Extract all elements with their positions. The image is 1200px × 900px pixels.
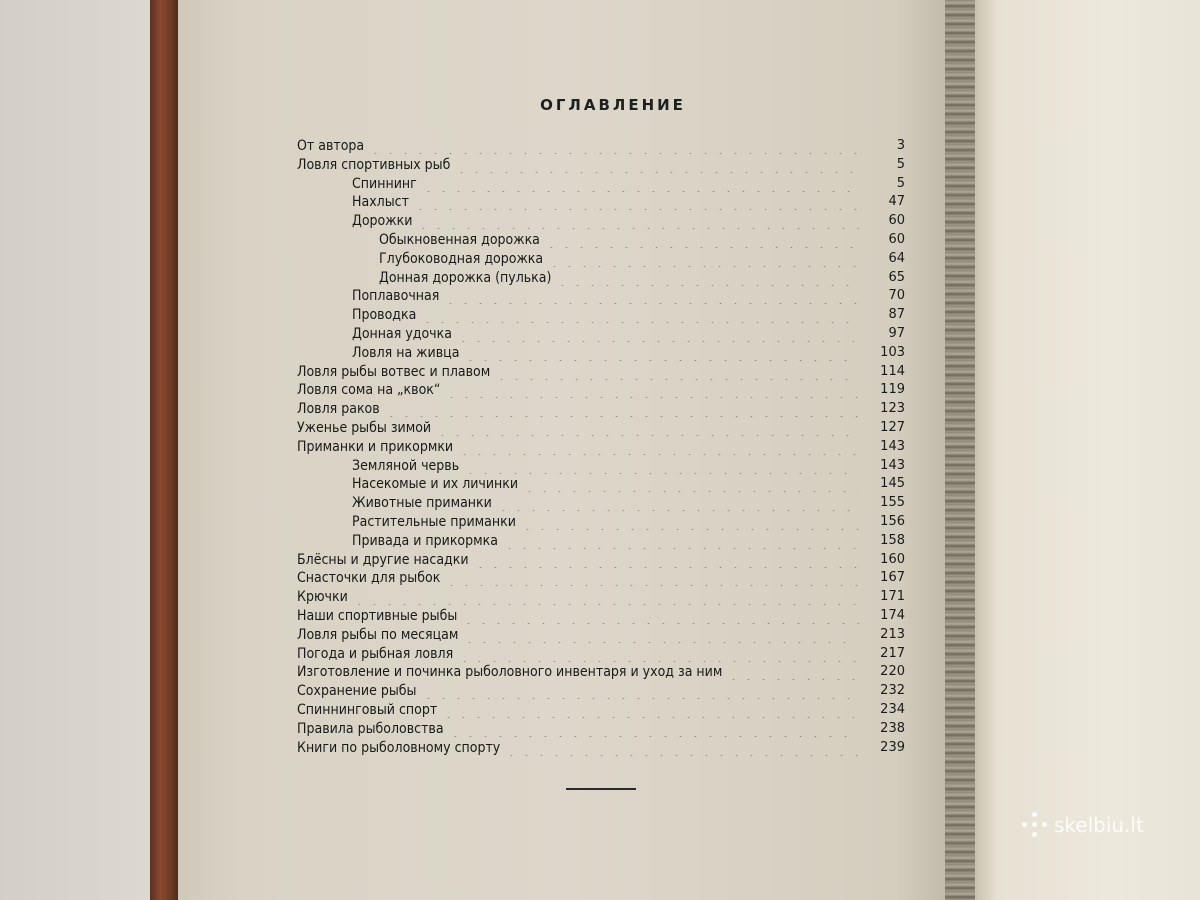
- toc-entry: [297, 512, 905, 530]
- end-rule: [566, 788, 636, 790]
- toc-entry-label: Наши спортивные рыбы: [297, 608, 458, 624]
- toc-entry-label: Блёсны и другие насадки: [297, 551, 469, 568]
- toc-entry: [297, 700, 905, 718]
- toc-entry-page: 239: [880, 739, 905, 755]
- toc-entry-label: Ловля сома на „квок“: [297, 382, 441, 399]
- toc-entry-label: Крючки: [297, 589, 348, 606]
- toc-leader-dots: [441, 702, 859, 718]
- toc-entry-label: Приманки и прикормки: [297, 438, 454, 455]
- toc-entry: [297, 136, 905, 154]
- toc-entry-label: Ловля рыбы по месяцам: [297, 626, 459, 643]
- toc-entry-page: 123: [880, 401, 905, 417]
- toc-entry: [297, 155, 905, 173]
- toc-entry-page: 119: [880, 382, 905, 398]
- toc-entry-label: Донная удочка: [352, 326, 452, 342]
- toc-leader-dots: [416, 213, 859, 229]
- toc-entry: [297, 230, 905, 248]
- toc-entry: [297, 644, 905, 662]
- toc-leader-dots: [462, 627, 859, 643]
- toc-entry-label: Проводка: [352, 307, 417, 324]
- toc-entry-page: 160: [880, 551, 905, 567]
- toc-leader-dots: [547, 251, 859, 267]
- toc-leader-dots: [456, 326, 859, 342]
- toc-leader-dots: [504, 740, 859, 756]
- toc-entry-label: Ловля рыбы вотвес и плавом: [297, 363, 491, 380]
- toc-leader-dots: [522, 476, 859, 492]
- toc-entry: [297, 587, 905, 605]
- toc-leader-dots: [496, 495, 859, 511]
- toc-entry-label: Привада и прикормка: [352, 532, 498, 549]
- toc-entry-page: 64: [888, 250, 905, 266]
- toc-entry-page: 114: [880, 363, 905, 379]
- toc-entry-label: Нахлыст: [352, 194, 409, 211]
- toc-entry-label: Сохранение рыбы: [297, 683, 417, 700]
- toc-entry-page: 156: [880, 514, 905, 529]
- toc-entry: [297, 493, 905, 511]
- toc-entry-label: Снасточки для рыбок: [297, 570, 441, 587]
- toc-entry: [297, 625, 905, 643]
- toc-entry-page: 167: [880, 570, 905, 586]
- toc-entry: [297, 249, 905, 267]
- toc-entry: [297, 568, 905, 586]
- toc-leader-dots: [461, 608, 859, 624]
- toc-entry-label: Растительные приманки: [352, 514, 516, 530]
- book-spine-gutter: [945, 0, 977, 900]
- toc-leader-dots: [520, 514, 859, 530]
- toc-leader-dots: [457, 439, 859, 455]
- toc-entry: [297, 662, 905, 680]
- toc-leader-dots: [502, 533, 859, 549]
- watermark-logo-icon: [1022, 812, 1048, 838]
- book-page-right: [975, 0, 1200, 900]
- toc-entry-page: 234: [880, 702, 905, 717]
- toc-entry: [297, 719, 905, 737]
- toc-entry-page: 87: [888, 307, 905, 323]
- toc-entry-page: 70: [888, 288, 905, 304]
- toc-entry-page: 127: [880, 420, 905, 435]
- toc-entry-page: 103: [880, 344, 905, 360]
- toc-entry: [297, 268, 905, 286]
- toc-entry: [297, 738, 905, 756]
- toc-leader-dots: [421, 176, 859, 192]
- toc-entry: [297, 606, 905, 624]
- toc-leader-dots: [435, 420, 859, 436]
- toc-entry: [297, 681, 905, 699]
- toc-entry-page: 174: [880, 608, 905, 623]
- toc-entry: [297, 174, 905, 192]
- toc-entry: [297, 211, 905, 229]
- toc-entry: [297, 474, 905, 492]
- toc-leader-dots: [463, 345, 859, 361]
- toc-entry-page: 145: [880, 476, 905, 492]
- toc-leader-dots: [473, 552, 859, 568]
- toc-leader-dots: [544, 232, 859, 248]
- toc-entry-page: 143: [880, 457, 905, 473]
- toc-entry-page: 171: [880, 589, 905, 605]
- toc-leader-dots: [420, 307, 859, 323]
- toc-leader-dots: [444, 570, 859, 586]
- toc-leader-dots: [421, 683, 860, 699]
- toc-leader-dots: [368, 138, 859, 154]
- toc-entry: [297, 418, 905, 436]
- toc-entry-page: 217: [880, 645, 905, 661]
- toc-entry-label: Животные приманки: [352, 495, 492, 512]
- toc-entry-label: Насекомые и их личинки: [352, 476, 519, 493]
- toc-entry-page: 158: [880, 532, 905, 548]
- toc-entry-page: 60: [888, 213, 905, 229]
- toc-entry: [297, 380, 905, 398]
- toc-entry-page: 238: [880, 720, 905, 736]
- toc-entry-label: Земляной червь: [352, 457, 460, 474]
- toc-entry-page: 5: [896, 175, 905, 191]
- toc-entry: [297, 192, 905, 210]
- toc-leader-dots: [454, 157, 859, 173]
- toc-leader-dots: [352, 589, 859, 605]
- toc-entry-page: 213: [880, 626, 905, 642]
- toc-entry-label: Обыкновенная дорожка: [379, 232, 540, 248]
- toc-leader-dots: [494, 364, 859, 380]
- toc-entry: [297, 399, 905, 417]
- toc-entry-page: 60: [888, 232, 905, 247]
- toc-entry: [297, 437, 905, 455]
- toc-entry-page: 155: [880, 495, 905, 511]
- toc-leader-dots: [463, 458, 859, 474]
- toc-entry-page: 5: [896, 156, 905, 172]
- toc-entry-label: Уженье рыбы зимой: [297, 420, 432, 436]
- toc-entry-label: Глубоководная дорожка: [379, 250, 544, 267]
- toc-leader-dots: [555, 270, 859, 286]
- toc-entry: [297, 324, 905, 342]
- toc-entry: [297, 305, 905, 323]
- toc-entry-page: 143: [880, 438, 905, 454]
- toc-entry-label: Ловля спортивных рыб: [297, 156, 451, 173]
- toc-entry: [297, 550, 905, 568]
- toc-entry-page: 220: [880, 664, 905, 680]
- toc-entry: [297, 343, 905, 361]
- toc-entry: [297, 531, 905, 549]
- toc-entry-page: 65: [888, 269, 905, 285]
- toc-entry-label: Спиннинг: [352, 175, 417, 192]
- toc-title: ОГЛАВЛЕНИЕ: [540, 96, 686, 114]
- book-cover-edge: [150, 0, 180, 900]
- toc-entry-label: Погода и рыбная ловля: [297, 645, 454, 662]
- toc-leader-dots: [443, 288, 859, 304]
- toc-entry: [297, 286, 905, 304]
- toc-entry-label: Правила рыболовства: [297, 720, 444, 737]
- toc-entry-page: 232: [880, 683, 905, 699]
- toc-entry-label: От автора: [297, 138, 365, 154]
- toc-entry-label: Книги по рыболовному спорту: [297, 739, 501, 756]
- toc-entry: [297, 362, 905, 380]
- toc-entry-label: Донная дорожка (пулька): [379, 269, 552, 286]
- toc-leader-dots: [448, 721, 859, 737]
- toc-entry-label: Ловля на живца: [352, 344, 460, 361]
- toc-entry-page: 3: [896, 138, 905, 153]
- toc-leader-dots: [413, 194, 859, 210]
- toc-entry-label: Ловля раков: [297, 401, 380, 418]
- toc-entry-label: Спиннинговый спорт: [297, 702, 438, 718]
- toc-entry-label: Дорожки: [352, 213, 413, 230]
- watermark-text: skelbiu.lt: [1054, 813, 1144, 837]
- toc-entry-label: Изготовление и починка рыболовного инвентаря и уход за ним: [297, 664, 723, 681]
- toc-leader-dots: [726, 664, 859, 680]
- toc-leader-dots: [457, 646, 859, 662]
- toc-entry: [297, 456, 905, 474]
- toc-leader-dots: [444, 382, 859, 398]
- toc-entry-page: 47: [888, 194, 905, 210]
- toc-entry-page: 97: [888, 326, 905, 341]
- toc-entry-label: Поплавочная: [352, 288, 440, 305]
- watermark: [1022, 812, 1144, 838]
- toc-leader-dots: [384, 401, 859, 417]
